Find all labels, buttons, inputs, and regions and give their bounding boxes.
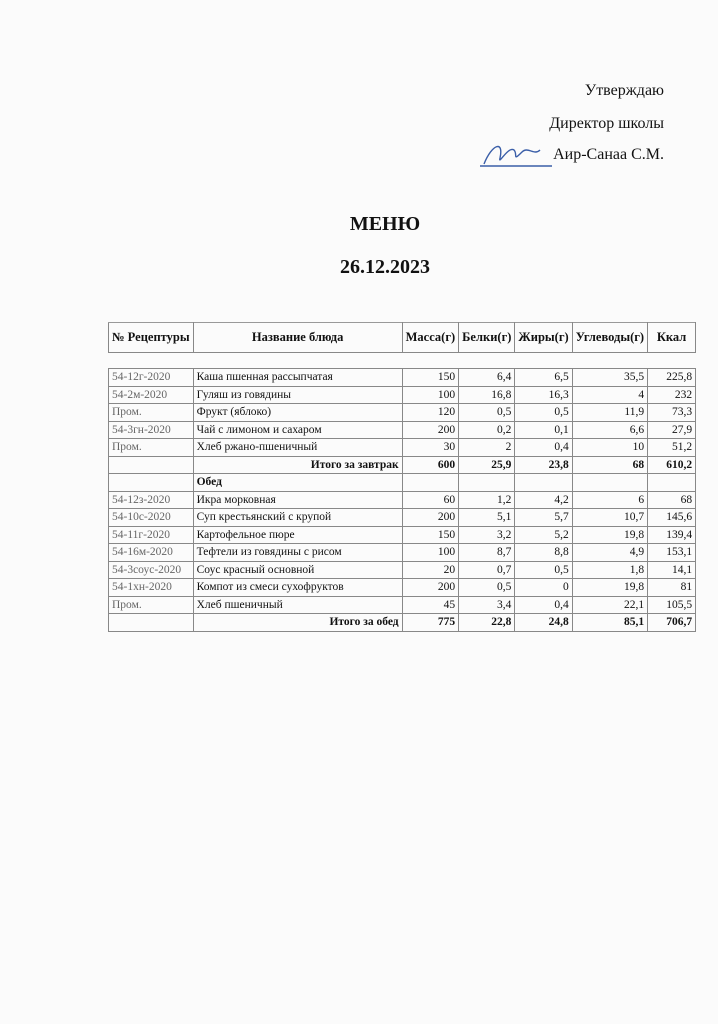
table-row <box>109 526 696 544</box>
table-cell: 139,4 <box>648 526 696 544</box>
table-cell: Итого за завтрак <box>193 456 402 474</box>
table-cell: 60 <box>402 491 459 509</box>
table-row <box>109 579 696 597</box>
column-header: Ккал <box>648 323 696 353</box>
table-cell: 6,6 <box>572 421 647 439</box>
table-cell: 6,5 <box>515 369 572 387</box>
table-cell: 0,5 <box>515 404 572 422</box>
table-cell <box>572 474 647 492</box>
table-cell: 54-12г-2020 <box>109 369 194 387</box>
table-cell: 22,8 <box>459 614 515 632</box>
table-row <box>109 421 696 439</box>
table-cell: 8,7 <box>459 544 515 562</box>
table-row <box>109 439 696 457</box>
table-cell: 27,9 <box>648 421 696 439</box>
table-cell: Хлеб ржано-пшеничный <box>193 439 402 457</box>
approval-label: Утверждаю <box>584 82 664 99</box>
table-cell: 0 <box>515 579 572 597</box>
table-cell: 200 <box>402 579 459 597</box>
table-cell: 6 <box>572 491 647 509</box>
table-row <box>109 491 696 509</box>
table-cell: 16,3 <box>515 386 572 404</box>
column-header: № Рецептуры <box>109 323 194 353</box>
table-cell: 100 <box>402 386 459 404</box>
table-cell: 610,2 <box>648 456 696 474</box>
table-cell: 2 <box>459 439 515 457</box>
table-cell: 68 <box>572 456 647 474</box>
signature-icon <box>478 136 558 176</box>
table-cell: 4,2 <box>515 491 572 509</box>
table-cell: 600 <box>402 456 459 474</box>
menu-table <box>108 322 696 632</box>
table-cell: Пром. <box>109 596 194 614</box>
table-cell <box>515 474 572 492</box>
table-cell: 35,5 <box>572 369 647 387</box>
director-title: Директор школы <box>549 115 664 132</box>
table-cell: 81 <box>648 579 696 597</box>
table-cell: 0,7 <box>459 561 515 579</box>
table-cell: 5,1 <box>459 509 515 527</box>
table-cell: 232 <box>648 386 696 404</box>
table-cell: Суп крестьянский с крупой <box>193 509 402 527</box>
table-cell: Каша пшенная рассыпчатая <box>193 369 402 387</box>
column-header: Название блюда <box>193 323 402 353</box>
table-cell: 8,8 <box>515 544 572 562</box>
table-cell: 10 <box>572 439 647 457</box>
table-cell: 1,2 <box>459 491 515 509</box>
table-cell: Икра морковная <box>193 491 402 509</box>
table-cell: 19,8 <box>572 579 647 597</box>
table-cell <box>459 474 515 492</box>
table-row <box>109 561 696 579</box>
table-cell: 100 <box>402 544 459 562</box>
table-cell: Итого за обед <box>193 614 402 632</box>
section-row-lunch <box>109 474 696 492</box>
table-cell <box>109 614 194 632</box>
table-row <box>109 386 696 404</box>
table-cell: 85,1 <box>572 614 647 632</box>
table-cell: 5,7 <box>515 509 572 527</box>
table-cell: 0,5 <box>459 404 515 422</box>
table-cell: 68 <box>648 491 696 509</box>
table-cell: 54-16м-2020 <box>109 544 194 562</box>
menu-date: 26.12.2023 <box>340 256 430 278</box>
table-cell: Соус красный основной <box>193 561 402 579</box>
table-cell: 5,2 <box>515 526 572 544</box>
table-cell: Фрукт (яблоко) <box>193 404 402 422</box>
table-cell: 0,5 <box>459 579 515 597</box>
table-cell: 1,8 <box>572 561 647 579</box>
table-cell: 11,9 <box>572 404 647 422</box>
table-cell: 775 <box>402 614 459 632</box>
table-cell: 0,5 <box>515 561 572 579</box>
table-cell: 105,5 <box>648 596 696 614</box>
table-cell: Пром. <box>109 404 194 422</box>
table-cell: 19,8 <box>572 526 647 544</box>
table-cell: 120 <box>402 404 459 422</box>
table-cell <box>109 474 194 492</box>
table-cell: 4 <box>572 386 647 404</box>
table-cell: 6,4 <box>459 369 515 387</box>
table-cell <box>402 474 459 492</box>
table-cell: Пром. <box>109 439 194 457</box>
table-cell: 23,8 <box>515 456 572 474</box>
table-cell: 4,9 <box>572 544 647 562</box>
table-cell: 54-3соус-2020 <box>109 561 194 579</box>
table-cell <box>109 456 194 474</box>
table-cell: 22,1 <box>572 596 647 614</box>
table-cell: Обед <box>193 474 402 492</box>
table-cell: 0,4 <box>515 439 572 457</box>
table-row <box>109 404 696 422</box>
table-cell: 200 <box>402 509 459 527</box>
table-cell: 145,6 <box>648 509 696 527</box>
table-cell: 10,7 <box>572 509 647 527</box>
table-cell: 3,2 <box>459 526 515 544</box>
table-cell: 24,8 <box>515 614 572 632</box>
table-cell: Гуляш из говядины <box>193 386 402 404</box>
table-cell: 200 <box>402 421 459 439</box>
table-cell: Чай с лимоном и сахаром <box>193 421 402 439</box>
table-row <box>109 369 696 387</box>
table-cell: 54-10с-2020 <box>109 509 194 527</box>
table-cell: 54-1хн-2020 <box>109 579 194 597</box>
table-cell: 51,2 <box>648 439 696 457</box>
table-cell: 153,1 <box>648 544 696 562</box>
table-cell <box>648 474 696 492</box>
column-header: Масса(г) <box>402 323 459 353</box>
table-cell: 706,7 <box>648 614 696 632</box>
table-cell: 54-12з-2020 <box>109 491 194 509</box>
table-cell: Тефтели из говядины с рисом <box>193 544 402 562</box>
total-row <box>109 614 696 632</box>
table-cell: 25,9 <box>459 456 515 474</box>
table-cell: 30 <box>402 439 459 457</box>
page-title: МЕНЮ <box>349 213 421 235</box>
table-cell: 73,3 <box>648 404 696 422</box>
table-cell: 16,8 <box>459 386 515 404</box>
column-header: Белки(г) <box>459 323 515 353</box>
total-row <box>109 456 696 474</box>
table-cell: 20 <box>402 561 459 579</box>
table-cell: 3,4 <box>459 596 515 614</box>
table-cell: 150 <box>402 369 459 387</box>
table-cell: 54-11г-2020 <box>109 526 194 544</box>
table-cell: 0,4 <box>515 596 572 614</box>
table-row <box>109 509 696 527</box>
director-name: Аир-Санаа С.М. <box>553 146 664 163</box>
table-cell: Хлеб пшеничный <box>193 596 402 614</box>
table-cell: 54-3гн-2020 <box>109 421 194 439</box>
table-cell: Компот из смеси сухофруктов <box>193 579 402 597</box>
column-header: Жиры(г) <box>515 323 572 353</box>
table-cell: 45 <box>402 596 459 614</box>
table-row <box>109 596 696 614</box>
table-cell: 54-2м-2020 <box>109 386 194 404</box>
table-row <box>109 544 696 562</box>
column-header: Углеводы(г) <box>572 323 647 353</box>
table-cell: 225,8 <box>648 369 696 387</box>
table-cell: Картофельное пюре <box>193 526 402 544</box>
table-cell: 0,2 <box>459 421 515 439</box>
table-cell: 150 <box>402 526 459 544</box>
table-cell: 14,1 <box>648 561 696 579</box>
table-cell: 0,1 <box>515 421 572 439</box>
